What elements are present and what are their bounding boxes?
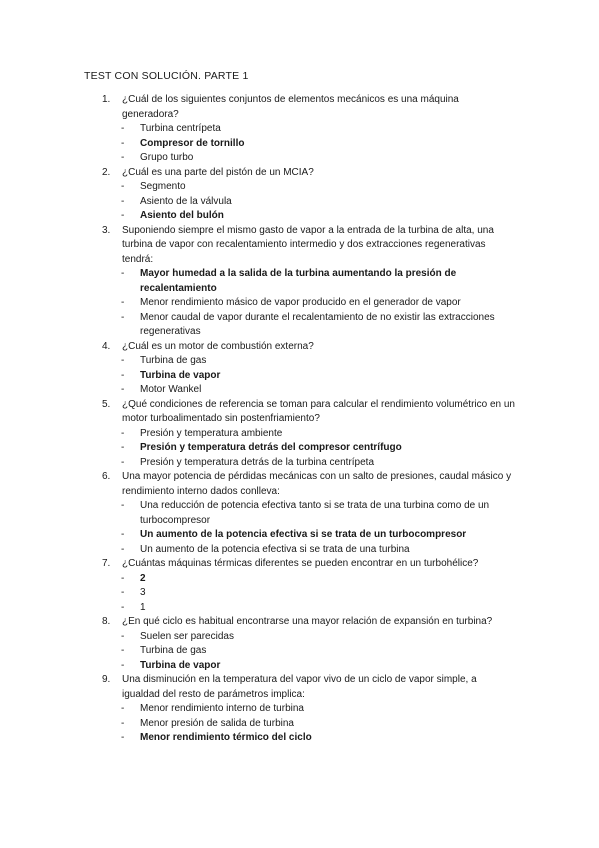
answer-option bbox=[0, 586, 599, 601]
bullet-dash: - bbox=[121, 543, 125, 555]
option-text: Suelen ser parecidas bbox=[140, 630, 234, 642]
option-text: Un aumento de la potencia efectiva si se trata de una turbina bbox=[140, 543, 410, 555]
option-list bbox=[0, 427, 599, 471]
option-text: Menor caudal de vapor durante el recalentamiento de no existir las extracciones regenerativas bbox=[140, 311, 495, 337]
bullet-dash: - bbox=[121, 210, 125, 221]
answer-option bbox=[0, 644, 599, 659]
option-text: Turbina de vapor bbox=[140, 659, 221, 671]
question-number: 6. bbox=[102, 471, 111, 482]
option-list bbox=[0, 499, 599, 557]
answer-option bbox=[0, 543, 599, 558]
question-number: 8. bbox=[102, 616, 111, 627]
answer-option bbox=[0, 296, 599, 311]
bullet-dash: - bbox=[121, 601, 125, 613]
option-text: Presión y temperatura detrás del compresor centrífugo bbox=[140, 442, 402, 453]
question-text: ¿Cuál es una parte del pistón de un MCIA? bbox=[122, 166, 314, 178]
bullet-dash: - bbox=[121, 297, 125, 308]
bullet-dash: - bbox=[121, 195, 125, 207]
answer-option bbox=[0, 717, 599, 732]
bullet-dash: - bbox=[121, 500, 125, 511]
answer-option bbox=[0, 630, 599, 645]
bullet-dash: - bbox=[121, 732, 125, 743]
correct-answer-option bbox=[0, 731, 599, 746]
option-text: Un aumento de la potencia efectiva si se trata de un turbocompresor bbox=[140, 529, 467, 540]
option-list bbox=[0, 122, 599, 166]
answer-option bbox=[0, 195, 599, 210]
correct-answer-option bbox=[0, 369, 599, 384]
answer-option bbox=[0, 601, 599, 616]
bullet-dash: - bbox=[121, 311, 125, 323]
bullet-dash: - bbox=[121, 717, 125, 729]
option-text: Una reducción de potencia efectiva tanto si se trata de una turbina como de un turbocompresor bbox=[140, 500, 490, 526]
correct-answer-option bbox=[0, 572, 599, 587]
bullet-dash: - bbox=[121, 659, 125, 671]
question-number: 9. bbox=[102, 674, 111, 685]
option-list bbox=[0, 180, 599, 224]
option-text: Turbina de gas bbox=[140, 645, 207, 656]
option-text: Presión y temperatura detrás de la turbina centrípeta bbox=[140, 456, 375, 468]
question-item bbox=[0, 470, 599, 557]
option-text: 1 bbox=[140, 601, 146, 613]
option-text: Segmento bbox=[140, 181, 186, 192]
question-text: ¿Cuál es un motor de combustión externa? bbox=[122, 340, 314, 352]
bullet-dash: - bbox=[121, 384, 125, 395]
option-text: Grupo turbo bbox=[140, 152, 194, 163]
question-number: 3. bbox=[102, 224, 111, 236]
question-item bbox=[0, 673, 599, 746]
option-text: Presión y temperatura ambiente bbox=[140, 427, 283, 439]
bullet-dash: - bbox=[121, 355, 125, 366]
option-text: Menor presión de salida de turbina bbox=[140, 717, 294, 729]
option-text: Mayor humedad a la salida de la turbina aumentando la presión de recalentamiento bbox=[140, 268, 457, 294]
question-text: ¿Cuántas máquinas térmicas diferentes se pueden encontrar en un turbohélice? bbox=[122, 558, 479, 569]
correct-answer-option bbox=[0, 528, 599, 543]
bullet-dash: - bbox=[121, 703, 125, 714]
bullet-dash: - bbox=[121, 181, 125, 192]
question-text: Una disminución en la temperatura del vapor vivo de un ciclo de vapor simple, a igualdad del resto de parámetros implica: bbox=[122, 674, 477, 700]
option-text: Menor rendimiento interno de turbina bbox=[140, 703, 304, 714]
question-number: 4. bbox=[102, 340, 111, 352]
question-list bbox=[0, 93, 599, 746]
correct-answer-option bbox=[0, 441, 599, 456]
answer-option bbox=[0, 122, 599, 137]
document-title: TEST CON SOLUCIÓN. PARTE 1 bbox=[84, 70, 249, 82]
question-item bbox=[0, 615, 599, 673]
bullet-dash: - bbox=[121, 587, 125, 598]
bullet-dash: - bbox=[121, 123, 125, 134]
option-text: Compresor de tornillo bbox=[140, 137, 245, 149]
option-text: Turbina centrípeta bbox=[140, 123, 221, 134]
question-number: 1. bbox=[102, 94, 111, 105]
option-list bbox=[0, 702, 599, 746]
correct-answer-option bbox=[0, 267, 599, 296]
question-item bbox=[0, 93, 599, 166]
bullet-dash: - bbox=[121, 572, 125, 584]
answer-option bbox=[0, 151, 599, 166]
bullet-dash: - bbox=[121, 152, 125, 163]
question-item bbox=[0, 224, 599, 340]
question-item bbox=[0, 398, 599, 471]
question-item bbox=[0, 166, 599, 224]
option-list bbox=[0, 630, 599, 674]
question-number: 7. bbox=[102, 558, 111, 569]
correct-answer-option bbox=[0, 209, 599, 224]
answer-option bbox=[0, 702, 599, 717]
bullet-dash: - bbox=[121, 369, 125, 381]
bullet-dash: - bbox=[121, 529, 125, 540]
question-number: 2. bbox=[102, 166, 111, 178]
option-text: Menor rendimiento térmico del ciclo bbox=[140, 732, 312, 743]
question-text: ¿Qué condiciones de referencia se toman para calcular el rendimiento volumétrico en un motor turboalimentado sin postenfriamiento? bbox=[122, 398, 515, 424]
bullet-dash: - bbox=[121, 442, 125, 453]
question-text: Suponiendo siempre el mismo gasto de vapor a la entrada de la turbina de alta, una turbina de vapor con recalentamiento intermedio y dos extracciones regenerativas tendrá: bbox=[122, 224, 494, 265]
answer-option bbox=[0, 354, 599, 369]
bullet-dash: - bbox=[121, 137, 125, 149]
bullet-dash: - bbox=[121, 645, 125, 656]
answer-option bbox=[0, 499, 599, 528]
correct-answer-option bbox=[0, 659, 599, 674]
option-list bbox=[0, 267, 599, 340]
option-text: Asiento de la válvula bbox=[140, 195, 232, 207]
correct-answer-option bbox=[0, 137, 599, 152]
question-text: ¿Cuál de los siguientes conjuntos de elementos mecánicos es una máquina generadora? bbox=[122, 94, 459, 120]
answer-option bbox=[0, 180, 599, 195]
option-text: Turbina de vapor bbox=[140, 369, 221, 381]
bullet-dash: - bbox=[121, 427, 125, 439]
answer-option bbox=[0, 456, 599, 471]
option-text: Motor Wankel bbox=[140, 384, 202, 395]
option-text: Turbina de gas bbox=[140, 355, 207, 366]
question-number: 5. bbox=[102, 398, 111, 410]
bullet-dash: - bbox=[121, 630, 125, 642]
option-text: Menor rendimiento másico de vapor producido en el generador de vapor bbox=[140, 297, 461, 308]
option-list bbox=[0, 354, 599, 398]
option-list bbox=[0, 572, 599, 616]
question-item bbox=[0, 557, 599, 615]
answer-option bbox=[0, 311, 599, 340]
bullet-dash: - bbox=[121, 456, 125, 468]
option-text: 3 bbox=[140, 587, 146, 598]
option-text: 2 bbox=[140, 572, 146, 584]
question-text: ¿En qué ciclo es habitual encontrarse una mayor relación de expansión en turbina? bbox=[122, 616, 493, 627]
option-text: Asiento del bulón bbox=[140, 210, 224, 221]
answer-option bbox=[0, 383, 599, 398]
question-item bbox=[0, 340, 599, 398]
answer-option bbox=[0, 427, 599, 442]
bullet-dash: - bbox=[121, 268, 125, 279]
question-text: Una mayor potencia de pérdidas mecánicas con un salto de presiones, caudal másico y rendimiento interno dados conlleva: bbox=[122, 471, 512, 497]
